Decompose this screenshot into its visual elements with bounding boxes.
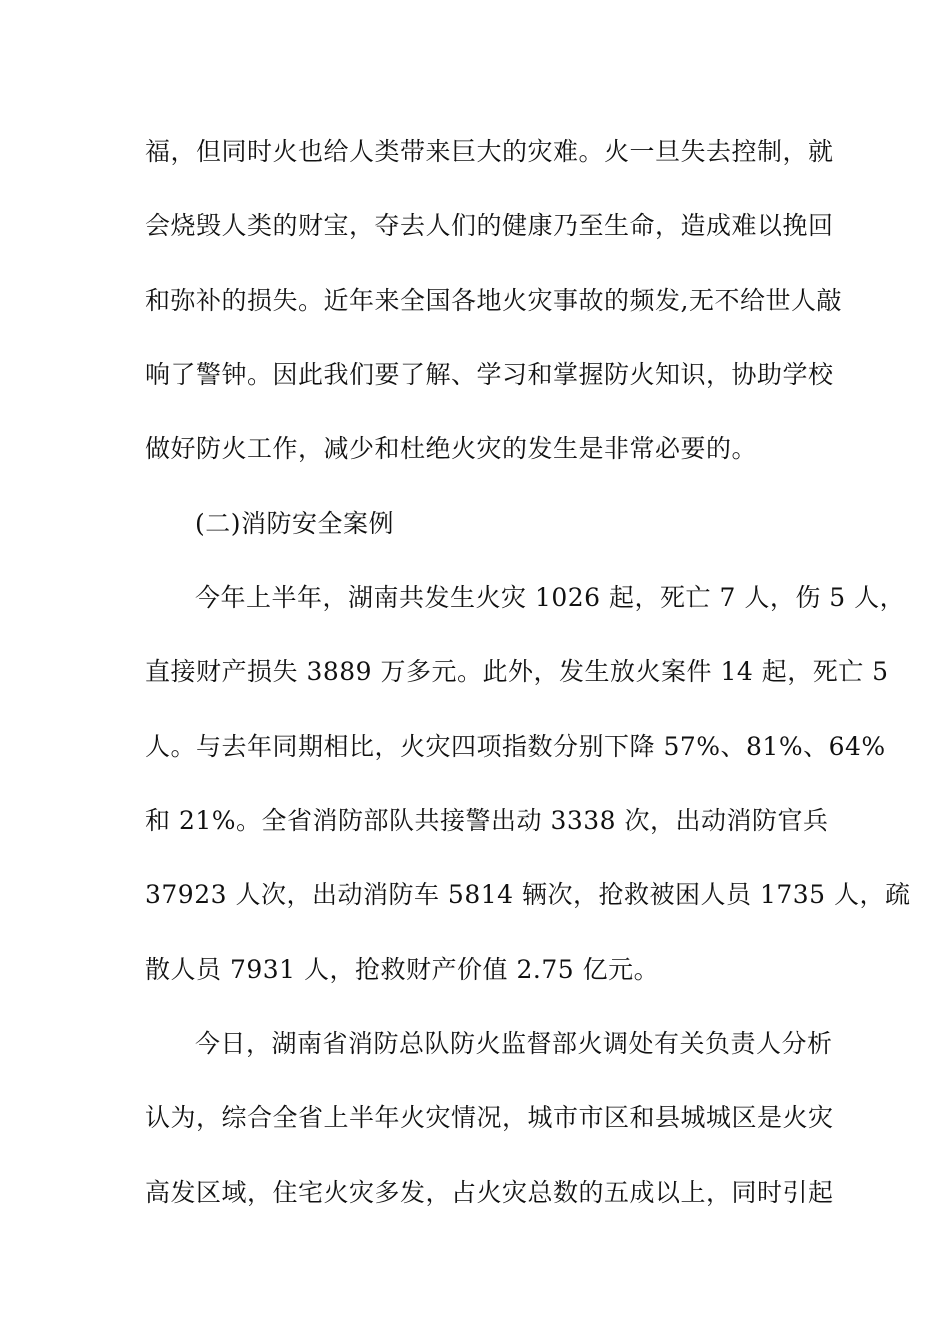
text-line: 福，但同时火也给人类带来巨大的灾难。火一旦失去控制，就 xyxy=(145,137,834,166)
text-line: 响了警钟。因此我们要了解、学习和掌握防火知识，协助学校 xyxy=(145,360,834,389)
text-line: 今年上半年，湖南共发生火灾 1026 起，死亡 7 人，伤 5 人， xyxy=(195,583,906,612)
text-line: 做好防火工作，减少和杜绝火灾的发生是非常必要的。 xyxy=(145,434,758,463)
text-line: 37923 人次，出动消防车 5814 辆次，抢救被困人员 1735 人，疏 xyxy=(145,880,911,909)
text-line: 会烧毁人类的财宝，夺去人们的健康乃至生命，造成难以挽回 xyxy=(145,211,834,240)
text-line: 和弥补的损失。近年来全国各地火灾事故的频发,无不给世人敲 xyxy=(145,286,842,315)
text-line: 和 21%。全省消防部队共接警出动 3338 次，出动消防官兵 xyxy=(145,806,829,835)
text-line: 直接财产损失 3889 万多元。此外，发生放火案件 14 起，死亡 5 xyxy=(145,657,889,686)
text-line: 认为，综合全省上半年火灾情况，城市市区和县城城区是火灾 xyxy=(145,1103,834,1132)
text-line: 人。与去年同期相比，火灾四项指数分别下降 57%、81%、64% xyxy=(145,732,886,761)
text-line: 散人员 7931 人，抢救财产价值 2.75 亿元。 xyxy=(145,955,660,984)
text-line: 高发区域，住宅火灾多发，占火灾总数的五成以上，同时引起 xyxy=(145,1178,834,1207)
section-heading: (二)消防安全案例 xyxy=(195,509,395,538)
text-line: 今日，湖南省消防总队防火监督部火调处有关负责人分析 xyxy=(195,1029,833,1058)
